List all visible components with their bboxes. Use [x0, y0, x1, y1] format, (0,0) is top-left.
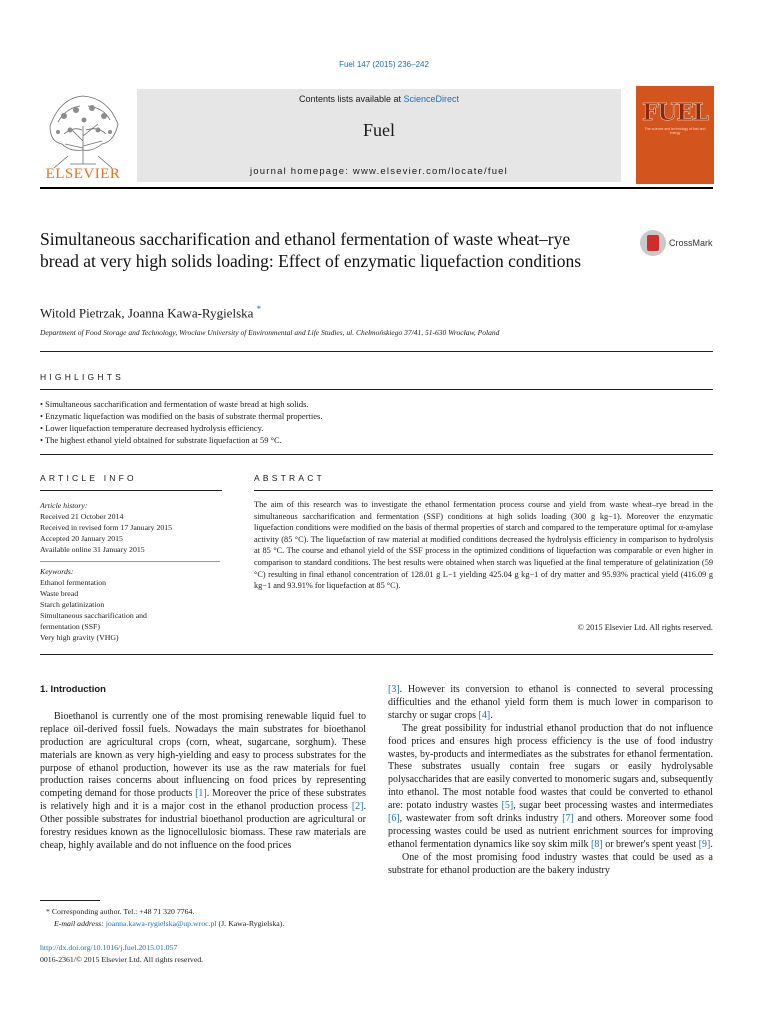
body-left-column — [40, 684, 366, 853]
section-heading: 1. Introduction — [40, 684, 106, 695]
citation-link[interactable]: [8] — [591, 838, 603, 850]
highlights-rule-bottom — [40, 454, 713, 455]
citation-link[interactable]: [7] — [562, 813, 574, 825]
info-divider — [40, 561, 220, 562]
corresponding-author-note: * Corresponding author. Tel.: +48 71 320 7764. — [46, 907, 195, 916]
article-title: Simultaneous saccharification and ethanol fermentation of waste wheat–rye bread at very high solids loading: Effect of enzymatic liquefaction conditions — [40, 229, 582, 271]
citation-link[interactable]: [5] — [501, 800, 514, 812]
citation-link[interactable]: [3] — [388, 684, 400, 695]
doi-block — [40, 942, 203, 966]
paragraph-text: or brewer's spent yeast — [602, 838, 699, 850]
body-right-column — [388, 684, 713, 878]
paragraph-text: and others. Moreover some food processing wastes could be used as nutrient enrichment sources for improving ethanol fermentation dynamics like soy skim milk — [388, 813, 713, 850]
paragraph-text: . Moreover the price of these substrates is relatively high and it is a major cost in the ethanol production process — [40, 788, 366, 813]
publisher-wordmark: ELSEVIER — [45, 166, 121, 182]
history-item: Available online 31 January 2015 — [40, 545, 145, 554]
highlights-list — [40, 398, 713, 446]
crossmark-label: CrossMark — [669, 238, 713, 248]
doi-link[interactable]: http://dx.doi.org/10.1016/j.fuel.2015.01.057 — [40, 943, 178, 952]
keywords-heading: Keywords: — [40, 567, 74, 576]
keyword: Very high gravity (VHG) — [40, 633, 119, 642]
footnote-rule — [40, 900, 100, 901]
article-info-rule — [40, 490, 222, 491]
abstract-text: The aim of this research was to investigate the ethanol fermentation process course and yield from waste wheat–rye bread in the simultaneous saccharification and fermentation (SSF) conditions at high solids loading (300 g kg−1). Moreover the enzymatic liquefaction conditions were modified on the basis of thermal properties of starch and compared to the temperature optimal for α-amylase activity (85 °C). The liquefaction of raw material at modified conditions decreased the hydrolysis efficiency in comparison to hydrolysis at 85 °C. The course and ethanol yield of the SSF process in the optimized conditions of liquefaction was comparable or even higher in comparison to standard conditions. The best results were obtained when starch was liquefied at the final temperature of gelatinization (59 °C) resulting in final ethanol concentration of 128.01 g L−1 yielding 425.04 g kg−1 of dry matter and 95.93% practical yield (416.09 g kg−1 and 93.91% for liquefaction at 85 °C). — [254, 500, 713, 591]
citation-link[interactable]: [9] — [698, 838, 711, 850]
history-item: Received in revised form 17 January 2015 — [40, 523, 173, 532]
cover-subtitle: The science and technology of fuel and energy — [644, 127, 706, 135]
article-info-heading: ARTICLE INFO — [40, 473, 137, 483]
paragraph-text: . Other possible substrates for industrial bioethanol production are agricultural or forestry residues known as the lignocellulosic biomass. These raw materials are cheap, highly available and do not influence on the food prices — [40, 801, 366, 851]
journal-reference[interactable]: Fuel 147 (2015) 236–242 — [339, 60, 429, 69]
contents-line — [137, 94, 621, 104]
email-link[interactable]: joanna.kawa-rygielska@up.wroc.pl — [105, 919, 217, 928]
crossmark-badge[interactable] — [640, 230, 720, 260]
highlight-item: • Enzymatic liquefaction was modified on the basis of substrate thermal properties. — [40, 410, 713, 422]
highlights-heading: HIGHLIGHTS — [40, 372, 124, 382]
paragraph-text: , sugar beet processing wastes and intermediates — [513, 800, 713, 812]
elsevier-tree-logo — [40, 86, 126, 178]
title-rule — [40, 351, 713, 352]
citation-link[interactable]: [2] — [351, 801, 364, 813]
paragraph-text: . However its conversion to ethanol is connected to several processing difficulties and the ethanol yield form them is much lower in comparison to starchy or sugar crops — [388, 684, 713, 721]
sciencedirect-link[interactable]: ScienceDirect — [403, 94, 460, 104]
journal-header-band — [137, 89, 621, 182]
footnote — [40, 906, 370, 930]
journal-homepage[interactable]: journal homepage: www.elsevier.com/locate/fuel — [250, 166, 508, 177]
paragraph — [40, 711, 366, 853]
paragraph-text: , wastewater from soft drinks industry — [399, 813, 563, 825]
history-item: Received 21 October 2014 — [40, 512, 124, 521]
history-heading: Article history: — [40, 501, 88, 510]
highlight-item: • Simultaneous saccharification and fermentation of waste bread at high solids. — [40, 398, 713, 410]
paragraph-text: Bioethanol is currently one of the most promising renewable liquid fuel to replace oil-derived fossil fuels. Nowadays the main substrates for bioethanol production are agricultural crops (corn, wheat, sugarcane, sorghum). These materials are known as very high-yielding and easy to process substrates for the purpose of ethanol production, however its use as the raw materials for fuel production raises concerns about influencing on food prices by representing competing demand for those products — [40, 710, 366, 800]
affiliation: Department of Food Storage and Technology, Wrocław University of Environmental and Life Studies, ul. Chełmońskiego 37/41, 51-630 Wrocław, Poland — [40, 328, 500, 337]
crossmark-icon — [640, 230, 666, 256]
highlight-item: • Lower liquefaction temperature decreased hydrolysis efficiency. — [40, 422, 713, 434]
keyword: Ethanol fermentation — [40, 578, 107, 587]
paragraph-text: The great possibility for industrial ethanol production that do not influence food prices and ensures high process efficiency is the use of food industry wastes, by-products and intermediates as the substrates for ethanol fermentation. These substrates usually contain free sugars or easily hydrolysable polysaccharides that are easily converted to monomeric sugars and, subsequently into ethanol. The most notable food wastes that could be converted to ethanol are: potato industry wastes — [388, 722, 713, 812]
highlights-rule-top — [40, 389, 713, 390]
keyword: Waste bread — [40, 589, 79, 598]
abstract-heading: ABSTRACT — [254, 473, 325, 483]
issn-copyright: 0016-2361/© 2015 Elsevier Ltd. All rights reserved. — [40, 955, 204, 964]
journal-name: Fuel — [362, 120, 395, 140]
journal-cover — [636, 86, 714, 184]
keyword: fermentation (SSF) — [40, 622, 100, 631]
citation-link[interactable]: [1] — [195, 788, 207, 800]
keyword: Starch gelatinization — [40, 600, 105, 609]
history-item: Accepted 20 January 2015 — [40, 534, 123, 543]
author-list — [40, 304, 261, 321]
paragraph: [3]. However its conversion to ethanol is connected to several processing difficulties and the ethanol yield form them is much lower in comparison to starchy or sugar crops [4]. — [388, 684, 713, 721]
header-rule — [40, 187, 713, 189]
abstract-copyright: © 2015 Elsevier Ltd. All rights reserved. — [577, 623, 713, 632]
email-label: E-mail address: — [54, 919, 104, 928]
paragraph: One of the most promising food industry wastes that could be used as a substrate for ethanol production are the bakery industry — [388, 851, 713, 876]
highlight-item: • The highest ethanol yield obtained for substrate liquefaction at 59 °C. — [40, 434, 713, 446]
contents-prefix: Contents lists available at — [298, 94, 404, 104]
paragraph: The great possibility for industrial ethanol production that do not influence food prices and ensures high process efficiency is the use of food industry wastes, by-products and intermediates as the substrates for ethanol fermentation. These substrates usually contain free sugars or easily hydrolysable polysaccharides that are easily converted to monomeric sugars and, subsequently into ethanol. The most notable food wastes that could be converted to ethanol are: potato industry wastes [5], sugar beet processing wastes and intermediates [6], wastewater from soft drinks industry [7] and others. Moreover some food processing wastes could be used as nutrient enrichment sources for improving ethanol fermentation dynamics like soy skim milk [8] or brewer's spent yeast [9]. — [388, 722, 713, 850]
corresponding-author-mark[interactable]: * — [256, 304, 262, 314]
email-suffix: (J. Kawa-Rygielska). — [216, 919, 285, 928]
front-matter-rule — [40, 654, 713, 655]
keyword: Simultaneous saccharification and — [40, 611, 147, 620]
authors-names: Witold Pietrzak, Joanna Kawa-Rygielska — [40, 305, 254, 321]
citation-link[interactable]: [4] — [478, 709, 491, 721]
cover-title: FUEL — [642, 99, 709, 126]
abstract-rule — [254, 490, 713, 491]
citation-link[interactable]: [6] — [388, 813, 400, 825]
article-info — [40, 500, 220, 643]
